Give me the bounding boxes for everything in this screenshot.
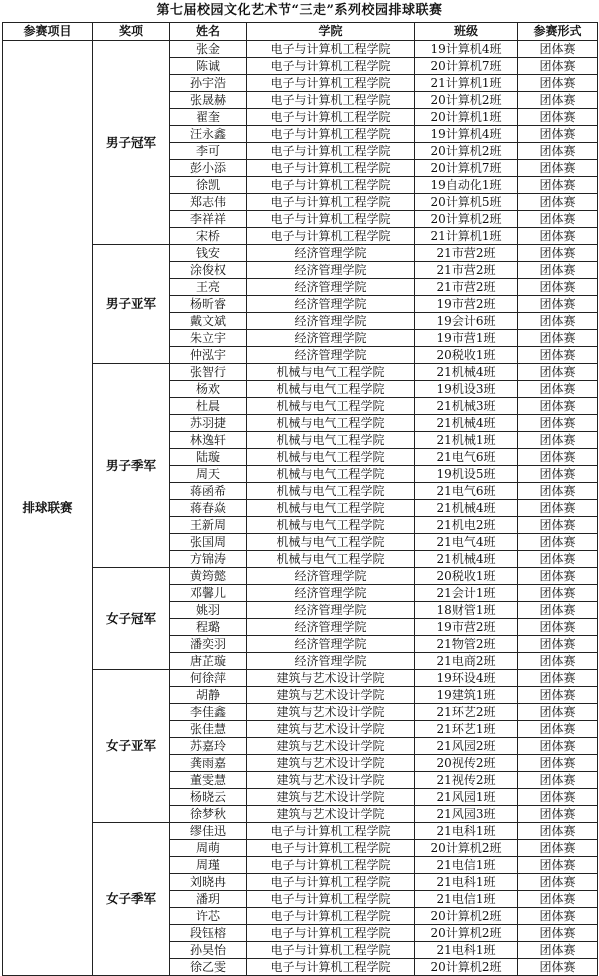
format-cell: 团体赛 [518,109,598,126]
college-cell: 建筑与艺术设计学院 [247,738,415,755]
class-cell: 21机械3班 [415,398,518,415]
format-cell: 团体赛 [518,585,598,602]
format-cell: 团体赛 [518,75,598,92]
format-cell: 团体赛 [518,619,598,636]
class-cell: 21风园1班 [415,789,518,806]
event-cell: 排球联赛 [3,41,93,976]
name-cell: 陈诚 [170,58,247,75]
class-cell: 20计算机7班 [415,58,518,75]
name-cell: 周天 [170,466,247,483]
award-cell: 男子冠军 [93,41,170,245]
class-cell: 21视传2班 [415,772,518,789]
format-cell: 团体赛 [518,840,598,857]
header-class: 班级 [415,23,518,41]
class-cell: 21计算机1班 [415,228,518,245]
award-cell: 男子季军 [93,364,170,568]
format-cell: 团体赛 [518,789,598,806]
college-cell: 机械与电气工程学院 [247,534,415,551]
format-cell: 团体赛 [518,874,598,891]
format-cell: 团体赛 [518,398,598,415]
format-cell: 团体赛 [518,92,598,109]
class-cell: 21机械4班 [415,551,518,568]
class-cell: 19市营1班 [415,330,518,347]
name-cell: 郑志伟 [170,194,247,211]
award-cell: 女子季军 [93,823,170,976]
college-cell: 建筑与艺术设计学院 [247,806,415,823]
format-cell: 团体赛 [518,415,598,432]
name-cell: 许芯 [170,908,247,925]
name-cell: 黄筠懿 [170,568,247,585]
college-cell: 经济管理学院 [247,313,415,330]
college-cell: 机械与电气工程学院 [247,551,415,568]
college-cell: 电子与计算机工程学院 [247,211,415,228]
class-cell: 21市营2班 [415,262,518,279]
college-cell: 电子与计算机工程学院 [247,228,415,245]
class-cell: 21电气6班 [415,483,518,500]
class-cell: 21电气6班 [415,449,518,466]
name-cell: 张佳慧 [170,721,247,738]
name-cell: 王新周 [170,517,247,534]
header-award: 奖项 [93,23,170,41]
name-cell: 方锦涛 [170,551,247,568]
college-cell: 机械与电气工程学院 [247,517,415,534]
college-cell: 电子与计算机工程学院 [247,959,415,976]
college-cell: 经济管理学院 [247,585,415,602]
college-cell: 电子与计算机工程学院 [247,857,415,874]
format-cell: 团体赛 [518,228,598,245]
class-cell: 20视传2班 [415,755,518,772]
award-cell: 女子冠军 [93,568,170,670]
class-cell: 21机械1班 [415,432,518,449]
class-cell: 21环艺1班 [415,721,518,738]
format-cell: 团体赛 [518,143,598,160]
college-cell: 电子与计算机工程学院 [247,58,415,75]
format-cell: 团体赛 [518,432,598,449]
class-cell: 20计算机2班 [415,211,518,228]
class-cell: 21电商2班 [415,653,518,670]
college-cell: 建筑与艺术设计学院 [247,772,415,789]
college-cell: 机械与电气工程学院 [247,449,415,466]
format-cell: 团体赛 [518,177,598,194]
name-cell: 苏羽捷 [170,415,247,432]
name-cell: 周萌 [170,840,247,857]
class-cell: 20计算机2班 [415,925,518,942]
table-body [3,41,598,976]
college-cell: 经济管理学院 [247,330,415,347]
format-cell: 团体赛 [518,857,598,874]
name-cell: 陆璇 [170,449,247,466]
class-cell: 21电科1班 [415,874,518,891]
class-cell: 20计算机2班 [415,840,518,857]
college-cell: 电子与计算机工程学院 [247,143,415,160]
name-cell: 潘奕羽 [170,636,247,653]
format-cell: 团体赛 [518,160,598,177]
name-cell: 朱立宇 [170,330,247,347]
college-cell: 经济管理学院 [247,568,415,585]
class-cell: 19机设3班 [415,381,518,398]
format-cell: 团体赛 [518,483,598,500]
name-cell: 邓馨儿 [170,585,247,602]
college-cell: 经济管理学院 [247,262,415,279]
table-row [3,670,598,687]
name-cell: 李可 [170,143,247,160]
college-cell: 建筑与艺术设计学院 [247,704,415,721]
class-cell: 21环艺2班 [415,704,518,721]
format-cell: 团体赛 [518,364,598,381]
college-cell: 机械与电气工程学院 [247,466,415,483]
format-cell: 团体赛 [518,194,598,211]
college-cell: 经济管理学院 [247,653,415,670]
format-cell: 团体赛 [518,687,598,704]
name-cell: 张金 [170,41,247,58]
class-cell: 20税收1班 [415,568,518,585]
table-row [3,823,598,840]
name-cell: 缪佳迅 [170,823,247,840]
college-cell: 建筑与艺术设计学院 [247,755,415,772]
class-cell: 20计算机2班 [415,143,518,160]
name-cell: 段钰榕 [170,925,247,942]
class-cell: 20计算机7班 [415,160,518,177]
format-cell: 团体赛 [518,551,598,568]
college-cell: 电子与计算机工程学院 [247,942,415,959]
name-cell: 徐凯 [170,177,247,194]
format-cell: 团体赛 [518,755,598,772]
document-title: 第七届校园文化艺术节“三走”系列校园排球联赛 [156,3,443,18]
name-cell: 翟奎 [170,109,247,126]
format-cell: 团体赛 [518,823,598,840]
format-cell: 团体赛 [518,721,598,738]
format-cell: 团体赛 [518,381,598,398]
format-cell: 团体赛 [518,534,598,551]
format-cell: 团体赛 [518,500,598,517]
name-cell: 蒋春焱 [170,500,247,517]
format-cell: 团体赛 [518,245,598,262]
name-cell: 林逸轩 [170,432,247,449]
class-cell: 21电科1班 [415,823,518,840]
header-format: 参赛形式 [518,23,598,41]
college-cell: 建筑与艺术设计学院 [247,789,415,806]
name-cell: 李祥祥 [170,211,247,228]
format-cell: 团体赛 [518,279,598,296]
college-cell: 经济管理学院 [247,245,415,262]
name-cell: 汪永鑫 [170,126,247,143]
class-cell: 19建筑1班 [415,687,518,704]
college-cell: 经济管理学院 [247,636,415,653]
name-cell: 杨晓云 [170,789,247,806]
college-cell: 建筑与艺术设计学院 [247,670,415,687]
format-cell: 团体赛 [518,806,598,823]
class-cell: 19计算机4班 [415,126,518,143]
college-cell: 电子与计算机工程学院 [247,840,415,857]
results-table [2,22,598,976]
name-cell: 潘玥 [170,891,247,908]
award-cell: 女子亚军 [93,670,170,823]
class-cell: 21市营2班 [415,279,518,296]
class-cell: 20计算机1班 [415,109,518,126]
format-cell: 团体赛 [518,466,598,483]
class-cell: 21风园2班 [415,738,518,755]
format-cell: 团体赛 [518,602,598,619]
name-cell: 程璐 [170,619,247,636]
name-cell: 涂俊权 [170,262,247,279]
college-cell: 机械与电气工程学院 [247,398,415,415]
class-cell: 18财管1班 [415,602,518,619]
name-cell: 姚羽 [170,602,247,619]
class-cell: 21机电2班 [415,517,518,534]
class-cell: 21电信1班 [415,891,518,908]
class-cell: 19会计6班 [415,313,518,330]
college-cell: 机械与电气工程学院 [247,432,415,449]
format-cell: 团体赛 [518,738,598,755]
class-cell: 20计算机2班 [415,92,518,109]
format-cell: 团体赛 [518,908,598,925]
college-cell: 电子与计算机工程学院 [247,823,415,840]
format-cell: 团体赛 [518,211,598,228]
college-cell: 电子与计算机工程学院 [247,41,415,58]
header-event: 参赛项目 [3,23,93,41]
name-cell: 徐梦秋 [170,806,247,823]
format-cell: 团体赛 [518,262,598,279]
format-cell: 团体赛 [518,313,598,330]
format-cell: 团体赛 [518,58,598,75]
format-cell: 团体赛 [518,942,598,959]
class-cell: 20计算机5班 [415,194,518,211]
college-cell: 电子与计算机工程学院 [247,177,415,194]
format-cell: 团体赛 [518,959,598,976]
college-cell: 经济管理学院 [247,619,415,636]
college-cell: 建筑与艺术设计学院 [247,687,415,704]
name-cell: 杨昕睿 [170,296,247,313]
class-cell: 21机械4班 [415,500,518,517]
name-cell: 何徐萍 [170,670,247,687]
name-cell: 仲泓宇 [170,347,247,364]
class-cell: 21机械4班 [415,415,518,432]
format-cell: 团体赛 [518,41,598,58]
name-cell: 龚雨嘉 [170,755,247,772]
college-cell: 电子与计算机工程学院 [247,126,415,143]
college-cell: 电子与计算机工程学院 [247,92,415,109]
class-cell: 19计算机4班 [415,41,518,58]
format-cell: 团体赛 [518,653,598,670]
format-cell: 团体赛 [518,670,598,687]
name-cell: 孙宇浩 [170,75,247,92]
college-cell: 经济管理学院 [247,347,415,364]
college-cell: 经济管理学院 [247,296,415,313]
name-cell: 戴文斌 [170,313,247,330]
name-cell: 徐乙雯 [170,959,247,976]
class-cell: 20计算机2班 [415,908,518,925]
format-cell: 团体赛 [518,347,598,364]
header-row [3,23,598,41]
class-cell: 21机械4班 [415,364,518,381]
college-cell: 电子与计算机工程学院 [247,874,415,891]
name-cell: 孙昊怡 [170,942,247,959]
table-row [3,568,598,585]
name-cell: 胡静 [170,687,247,704]
name-cell: 宋桥 [170,228,247,245]
name-cell: 唐芷璇 [170,653,247,670]
award-cell: 男子亚军 [93,245,170,364]
college-cell: 经济管理学院 [247,279,415,296]
name-cell: 杨欢 [170,381,247,398]
table-row [3,245,598,262]
name-cell: 彭小添 [170,160,247,177]
class-cell: 21电气4班 [415,534,518,551]
name-cell: 钱安 [170,245,247,262]
college-cell: 电子与计算机工程学院 [247,925,415,942]
college-cell: 机械与电气工程学院 [247,381,415,398]
class-cell: 21计算机1班 [415,75,518,92]
format-cell: 团体赛 [518,772,598,789]
format-cell: 团体赛 [518,330,598,347]
name-cell: 蒋函希 [170,483,247,500]
format-cell: 团体赛 [518,517,598,534]
class-cell: 20税收1班 [415,347,518,364]
college-cell: 机械与电气工程学院 [247,364,415,381]
college-cell: 经济管理学院 [247,602,415,619]
class-cell: 21风园3班 [415,806,518,823]
college-cell: 电子与计算机工程学院 [247,109,415,126]
name-cell: 张晟赫 [170,92,247,109]
college-cell: 机械与电气工程学院 [247,500,415,517]
name-cell: 杜晨 [170,398,247,415]
name-cell: 李佳鑫 [170,704,247,721]
format-cell: 团体赛 [518,296,598,313]
class-cell: 19环设4班 [415,670,518,687]
class-cell: 19机设5班 [415,466,518,483]
header-name: 姓名 [170,23,247,41]
table-row [3,364,598,381]
class-cell: 20计算机2班 [415,959,518,976]
format-cell: 团体赛 [518,925,598,942]
format-cell: 团体赛 [518,891,598,908]
college-cell: 机械与电气工程学院 [247,483,415,500]
college-cell: 机械与电气工程学院 [247,415,415,432]
format-cell: 团体赛 [518,704,598,721]
class-cell: 19自动化1班 [415,177,518,194]
name-cell: 王亮 [170,279,247,296]
format-cell: 团体赛 [518,636,598,653]
class-cell: 19市营2班 [415,296,518,313]
college-cell: 电子与计算机工程学院 [247,75,415,92]
class-cell: 19市营2班 [415,619,518,636]
class-cell: 21电科1班 [415,942,518,959]
header-college: 学院 [247,23,415,41]
name-cell: 张智行 [170,364,247,381]
name-cell: 周瑾 [170,857,247,874]
college-cell: 电子与计算机工程学院 [247,160,415,177]
name-cell: 苏嘉玲 [170,738,247,755]
college-cell: 建筑与艺术设计学院 [247,721,415,738]
name-cell: 张国周 [170,534,247,551]
format-cell: 团体赛 [518,568,598,585]
class-cell: 21市营2班 [415,245,518,262]
class-cell: 21电信1班 [415,857,518,874]
format-cell: 团体赛 [518,126,598,143]
class-cell: 21会计1班 [415,585,518,602]
college-cell: 电子与计算机工程学院 [247,908,415,925]
format-cell: 团体赛 [518,449,598,466]
name-cell: 刘晓冉 [170,874,247,891]
class-cell: 21物管2班 [415,636,518,653]
college-cell: 电子与计算机工程学院 [247,194,415,211]
table-row [3,41,598,58]
college-cell: 电子与计算机工程学院 [247,891,415,908]
name-cell: 董雯慧 [170,772,247,789]
